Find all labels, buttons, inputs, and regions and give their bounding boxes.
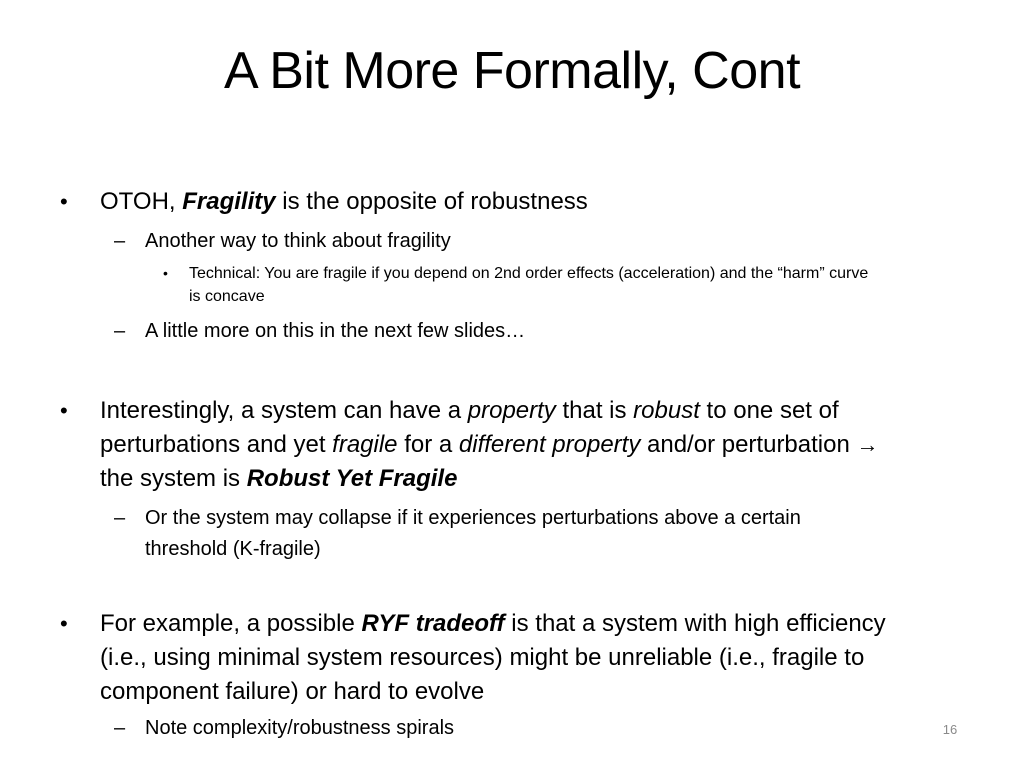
- sub-bullet-text: A little more on this in the next few slides…: [145, 320, 526, 342]
- bullet-interestingly-line3: [100, 462, 457, 496]
- detail-bullet-technical-cont: [189, 285, 265, 309]
- bullet-fragility: [60, 185, 588, 219]
- emphasis-ryf-tradeoff: RYF tradeoff: [361, 610, 505, 637]
- sub-bullet-more-slides: [114, 316, 526, 346]
- bullet-marker: •: [60, 398, 68, 423]
- bullet-text: to one set of: [706, 397, 839, 424]
- sub-bullet-spirals: [114, 713, 455, 743]
- bullet-text: (i.e., using minimal system resources) might be unreliable (i.e., fragile to: [100, 644, 865, 671]
- dash-marker: –: [114, 230, 126, 252]
- bullet-text: is the opposite of robustness: [282, 188, 588, 215]
- bullet-marker: •: [60, 189, 68, 214]
- dash-marker: –: [114, 320, 126, 342]
- page-number: 16: [942, 722, 958, 737]
- detail-bullet-technical: [163, 262, 869, 286]
- bullet-text: and/or perturbation: [647, 431, 850, 458]
- bullet-interestingly-line2: [100, 428, 879, 462]
- bullet-text: the system is: [100, 465, 241, 492]
- emphasis-robust: robust: [633, 397, 700, 424]
- bullet-text: Interestingly, a system can have a: [100, 397, 462, 424]
- sub-bullet-text: Or the system may collapse if it experiences perturbations above a certain: [145, 507, 801, 529]
- sub-bullet-collapse: [114, 503, 801, 533]
- sub-bullet-collapse-cont: [145, 534, 321, 564]
- sub-bullet-text: Another way to think about fragility: [145, 230, 451, 252]
- bullet-text: that is: [562, 397, 627, 424]
- detail-text-line1: Technical: You are fragile if you depend on 2nd order effects (acceleration) and the “harm” curve: [189, 265, 869, 282]
- bullet-ryf-example-line2: [100, 641, 864, 675]
- bullet-text: for a: [404, 431, 453, 458]
- bullet-text: For example, a possible: [100, 610, 355, 637]
- emphasis-robust-yet-fragile: Robust Yet Fragile: [246, 465, 458, 492]
- bullet-marker: •: [60, 611, 68, 636]
- bullet-interestingly: [60, 394, 839, 428]
- dash-marker: –: [114, 717, 126, 739]
- emphasis-fragility: Fragility: [182, 188, 276, 215]
- emphasis-fragile: fragile: [332, 431, 398, 458]
- sub-bullet-fragility-way: [114, 226, 451, 256]
- bullet-ryf-example: [60, 607, 886, 641]
- small-bullet-marker: •: [163, 265, 168, 281]
- dash-marker: –: [114, 507, 126, 529]
- bullet-ryf-example-line3: [100, 675, 484, 709]
- bullet-text: component failure) or hard to evolve: [100, 678, 485, 705]
- sub-bullet-text: Note complexity/robustness spirals: [145, 717, 455, 739]
- slide-title: A Bit More Formally, Cont: [223, 42, 801, 100]
- bullet-text: perturbations and yet: [100, 431, 326, 458]
- sub-bullet-text: threshold (K-fragile): [145, 538, 321, 560]
- emphasis-property: property: [467, 397, 556, 424]
- right-arrow-icon: →: [856, 432, 879, 457]
- bullet-text: is that a system with high efficiency: [511, 610, 886, 637]
- detail-text-line2: is concave: [189, 288, 265, 305]
- bullet-text: OTOH,: [100, 188, 176, 215]
- emphasis-different-property: different property: [458, 431, 641, 458]
